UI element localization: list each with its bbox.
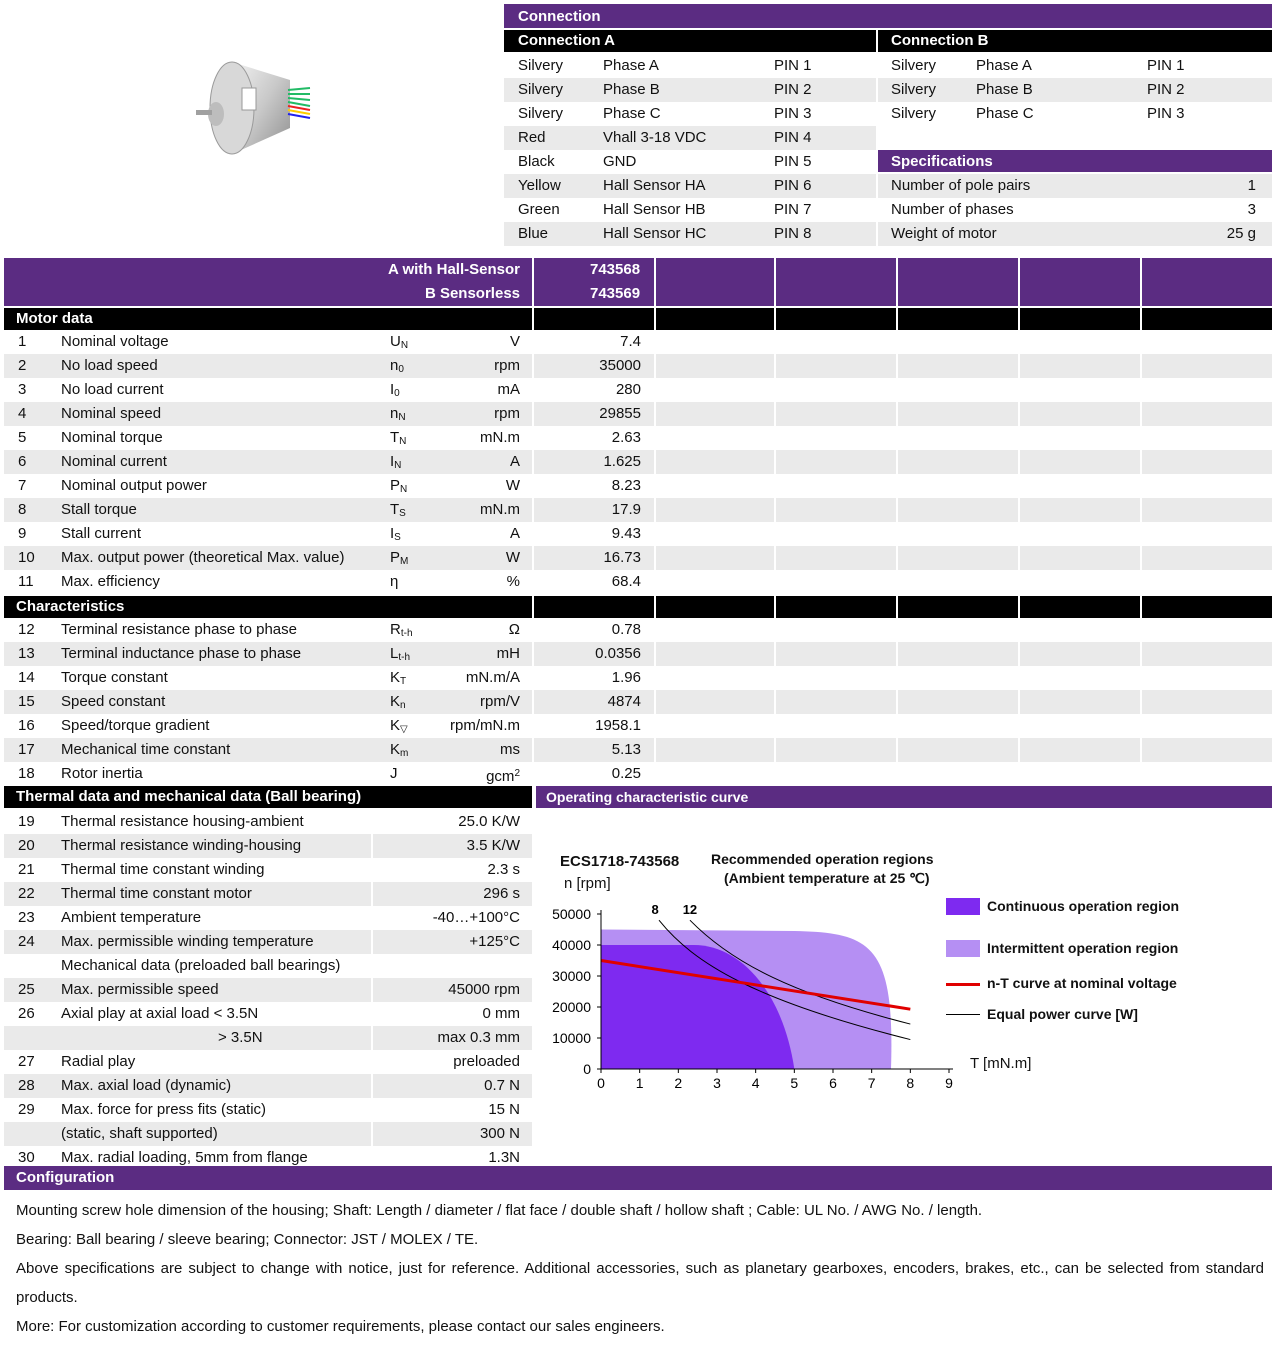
thermal-row (4, 1002, 532, 1026)
thermal-row (4, 834, 532, 858)
param-name: Speed/torque gradient (61, 717, 210, 734)
param-number: 24 (18, 933, 35, 950)
connection-a-row (504, 54, 876, 78)
wire-color: Red (518, 129, 546, 146)
wire-signal: Phase B (976, 81, 1033, 98)
param-symbol: $T_S$ (390, 501, 406, 519)
param-number: 3 (18, 381, 27, 398)
param-unit: mN.m (480, 429, 520, 446)
param-name: Thermal time constant winding (61, 861, 265, 878)
wire-color: Silvery (518, 105, 564, 122)
param-symbol: $K_▽$ (390, 717, 408, 735)
param-name: Mechanical data (preloaded ball bearings) (61, 957, 341, 974)
wire-pin: PIN 3 (1147, 105, 1185, 122)
param-name: Max. output power (theoretical Max. value) (61, 549, 345, 566)
rec-subtitle: (Ambient temperature at 25 ℃) (724, 870, 930, 886)
variant-header (4, 258, 1272, 306)
motor-data-row (4, 378, 1272, 402)
param-value: 296 s (483, 885, 520, 902)
param-name: Radial play (61, 1053, 136, 1070)
thermal-row (4, 930, 532, 954)
param-number: 9 (18, 525, 27, 542)
connection-a-row (504, 102, 876, 126)
x-tick-label: 5 (790, 1075, 799, 1091)
param-symbol: η (390, 573, 399, 590)
param-number: 5 (18, 429, 27, 446)
param-value: 16.73 (603, 549, 641, 566)
param-value: preloaded (453, 1053, 520, 1070)
param-value: 15 N (488, 1101, 520, 1118)
param-symbol: $U_N$ (390, 333, 409, 351)
param-unit: ms (500, 741, 520, 758)
param-unit: Ω (508, 621, 520, 638)
wire-pin: PIN 2 (1147, 81, 1185, 98)
param-number: 15 (18, 693, 35, 710)
param-value: 5.13 (611, 741, 641, 758)
param-symbol: $R_{t-h}$ (390, 621, 413, 639)
wire-signal: Hall Sensor HC (603, 225, 707, 242)
wire-color: Blue (518, 225, 549, 242)
wire-pin: PIN 3 (774, 105, 812, 122)
column-divider (654, 258, 656, 786)
param-unit: mA (497, 381, 520, 398)
wire-pin: PIN 7 (774, 201, 812, 218)
thermal-title: Thermal data and mechanical data (Ball bearing) (4, 786, 532, 808)
curve-title: Operating characteristic curve (536, 786, 1272, 808)
wire-color: Silvery (891, 57, 937, 74)
spec-label: Number of phases (891, 201, 1014, 218)
param-unit: rpm (494, 357, 520, 374)
motor-data-row (4, 354, 1272, 378)
power-label-8: 8 (651, 902, 659, 917)
wire-signal: Phase A (976, 57, 1032, 74)
param-name: Terminal resistance phase to phase (61, 621, 297, 638)
characteristics-row (4, 714, 1272, 738)
x-tick-label: 0 (597, 1075, 605, 1091)
param-value: 7.4 (620, 333, 641, 350)
specifications-title: Specifications (878, 150, 1272, 172)
spec-row (878, 174, 1272, 198)
connection-a-row (504, 150, 876, 174)
wire-color: Yellow (518, 177, 561, 194)
param-value: 0.78 (611, 621, 641, 638)
y-tick-label: 0 (583, 1061, 591, 1077)
y-tick-label: 20000 (552, 999, 591, 1015)
param-value: 300 N (479, 1125, 520, 1142)
wire-signal: Phase A (603, 57, 659, 74)
param-name: Rotor inertia (61, 765, 143, 782)
param-value: 29855 (599, 405, 641, 422)
param-number: 12 (18, 621, 35, 638)
param-symbol: $P_M$ (390, 549, 409, 567)
param-symbol: $T_N$ (390, 429, 407, 447)
config-line-1: Mounting screw hole dimension of the housing; Shaft: Length / diameter / flat face / double shaft / hollow shaft ; Cable: UL No. / AWG No. / length. (16, 1202, 983, 1219)
param-value: 8.23 (611, 477, 641, 494)
wire-color: Silvery (518, 57, 564, 74)
param-name: Thermal resistance housing-ambient (61, 813, 304, 830)
param-value: +125°C (469, 933, 520, 950)
param-number: 1 (18, 333, 27, 350)
x-tick-label: 7 (867, 1075, 876, 1091)
param-name: Torque constant (61, 669, 168, 686)
wire-pin: PIN 1 (774, 57, 812, 74)
thermal-row (4, 1026, 532, 1050)
connection-a-row (504, 222, 876, 246)
param-value: -40…+100°C (432, 909, 520, 926)
param-name: Nominal speed (61, 405, 162, 422)
wire-signal: Phase C (976, 105, 1034, 122)
spec-row (878, 198, 1272, 222)
motor-data-row (4, 474, 1272, 498)
param-value: 0.0356 (595, 645, 641, 662)
param-name: Nominal torque (61, 429, 163, 446)
curve-model: ECS1718-743568 (560, 853, 680, 870)
x-tick-label: 2 (674, 1075, 683, 1091)
connection-b-row (878, 102, 1272, 126)
param-number: 16 (18, 717, 35, 734)
param-number: 29 (18, 1101, 35, 1118)
column-divider (774, 258, 776, 786)
param-unit: % (506, 573, 520, 590)
wire-pin: PIN 4 (774, 129, 812, 146)
param-number: 10 (18, 549, 35, 566)
param-name: Stall torque (61, 501, 137, 518)
thermal-row (4, 906, 532, 930)
param-name: > 3.5N (218, 1029, 263, 1046)
thermal-row (4, 1074, 532, 1098)
param-number: 22 (18, 885, 35, 902)
wire-signal: Phase C (603, 105, 661, 122)
param-name: Axial play at axial load < 3.5N (61, 1005, 259, 1022)
param-value: 9.43 (611, 525, 641, 542)
param-symbol: $n_0$ (390, 357, 404, 375)
param-number: 26 (18, 1005, 35, 1022)
param-value: 0.25 (611, 765, 641, 782)
variant-b-label: B Sensorless (424, 285, 520, 302)
param-value: 2.63 (611, 429, 641, 446)
wire-signal: Hall Sensor HA (603, 177, 706, 194)
column-divider (371, 810, 373, 1170)
param-number: 19 (18, 813, 35, 830)
motor-photo (172, 50, 312, 160)
param-number: 20 (18, 837, 35, 854)
param-number: 2 (18, 357, 27, 374)
wire-signal: Phase B (603, 81, 660, 98)
motor-data-row (4, 546, 1272, 570)
legend-swatch (946, 983, 980, 986)
variant-a-label: A with Hall-Sensor (388, 261, 520, 278)
connection-a-title: Connection A (504, 30, 876, 52)
thermal-row (4, 1122, 532, 1146)
characteristics-row (4, 762, 1272, 786)
connection-title: Connection (504, 4, 1272, 28)
param-symbol: $K_m$ (390, 741, 409, 759)
param-value: 0 mm (482, 1005, 520, 1022)
wire-color: Green (518, 201, 560, 218)
param-name: Max. permissible winding temperature (61, 933, 314, 950)
power-label-12: 12 (682, 902, 698, 917)
legend-swatch (946, 1014, 980, 1015)
config-line-4: More: For customization according to customer requirements, please contact our sales engineers. (16, 1318, 665, 1335)
param-name: Speed constant (61, 693, 166, 710)
wire-color: Black (518, 153, 555, 170)
param-value: 280 (615, 381, 641, 398)
x-tick-label: 8 (906, 1075, 915, 1091)
characteristics-row (4, 738, 1272, 762)
legend-label: n-T curve at nominal voltage (987, 975, 1177, 991)
spec-label: Number of pole pairs (891, 177, 1031, 194)
param-symbol: $P_N$ (390, 477, 408, 495)
legend-label: Equal power curve [W] (987, 1006, 1138, 1022)
wire-signal: GND (603, 153, 637, 170)
thermal-row (4, 810, 532, 834)
param-value: 0.7 N (484, 1077, 520, 1094)
param-symbol: $I_S$ (390, 525, 401, 543)
thermal-row (4, 1050, 532, 1074)
param-unit: rpm/V (479, 693, 520, 710)
variant-b-code: 743569 (590, 285, 641, 302)
spec-row (878, 222, 1272, 246)
motor-data-row (4, 522, 1272, 546)
param-name: Max. force for press fits (static) (61, 1101, 267, 1118)
motor-data-row (4, 330, 1272, 354)
param-unit: rpm (494, 405, 520, 422)
param-value: 68.4 (611, 573, 641, 590)
param-symbol: $I_0$ (390, 381, 400, 399)
param-number: 25 (18, 981, 35, 998)
characteristics-row (4, 666, 1272, 690)
param-name: Max. radial loading, 5mm from flange (61, 1149, 308, 1166)
param-symbol: $L_{t-h}$ (390, 645, 411, 663)
wire-pin: PIN 5 (774, 153, 812, 170)
rec-title: Recommended operation regions (711, 851, 934, 867)
param-name: Thermal resistance winding-housing (61, 837, 302, 854)
configuration-title: Configuration (4, 1166, 1272, 1190)
param-value: 45000 rpm (448, 981, 520, 998)
param-symbol: $K_T$ (390, 669, 407, 687)
motor-data-title: Motor data (4, 308, 1272, 330)
param-unit: mN.m (480, 501, 520, 518)
param-symbol: $I_N$ (390, 453, 402, 471)
legend-label: Continuous operation region (987, 898, 1180, 914)
variant-a-code: 743568 (590, 261, 641, 278)
thermal-row (4, 954, 532, 978)
param-unit: gcm$^2$ (486, 768, 520, 785)
param-name: Mechanical time constant (61, 741, 231, 758)
connection-b-title: Connection B (878, 30, 1272, 52)
param-value: 1.96 (611, 669, 641, 686)
param-name: Nominal current (61, 453, 167, 470)
param-unit: mH (496, 645, 520, 662)
param-number: 13 (18, 645, 35, 662)
motor-data-row (4, 426, 1272, 450)
legend-label: Intermittent operation region (987, 940, 1179, 956)
connection-b-row (878, 78, 1272, 102)
config-line-3: Above specifications are subject to change with notice, just for reference. Additional accessories, such as planetary gearboxes, encoders, brakes, etc., can be selected from standard products. (16, 1260, 1264, 1306)
param-unit: A (509, 453, 520, 470)
wire-pin: PIN 8 (774, 225, 812, 242)
param-name: Nominal output power (61, 477, 207, 494)
column-divider (532, 258, 534, 786)
x-tick-label: 4 (751, 1075, 760, 1091)
param-value: 3.5 K/W (466, 837, 520, 854)
motor-data-row (4, 450, 1272, 474)
param-number: 8 (18, 501, 27, 518)
connection-a-row (504, 174, 876, 198)
legend-swatch (946, 940, 980, 957)
param-value: 1.3N (488, 1149, 520, 1166)
param-name: Terminal inductance phase to phase (61, 645, 302, 662)
x-tick-label: 6 (829, 1075, 837, 1091)
spec-value: 3 (1247, 201, 1256, 218)
param-name: Stall current (61, 525, 142, 542)
operating-curve-chart (540, 890, 960, 1100)
param-number: 14 (18, 669, 35, 686)
characteristics-row (4, 690, 1272, 714)
legend-swatch (946, 898, 980, 915)
connection-b-row (878, 54, 1272, 78)
motor-data-row (4, 498, 1272, 522)
param-number: 27 (18, 1053, 35, 1070)
param-number: 11 (18, 573, 34, 590)
param-number: 7 (18, 477, 27, 494)
param-unit: rpm/mN.m (450, 717, 520, 734)
param-value: 17.9 (611, 501, 641, 518)
wire-color: Silvery (891, 81, 937, 98)
column-divider (1018, 258, 1020, 786)
spec-value: 1 (1247, 177, 1256, 194)
thermal-row (4, 978, 532, 1002)
param-value: 1958.1 (595, 717, 641, 734)
x-tick-label: 1 (635, 1075, 644, 1091)
connection-a-row (504, 78, 876, 102)
param-name: (static, shaft supported) (61, 1125, 218, 1142)
param-value: 4874 (607, 693, 641, 710)
motor-data-row (4, 402, 1272, 426)
param-name: Max. permissible speed (61, 981, 219, 998)
column-divider (896, 258, 898, 786)
param-unit: mN.m/A (465, 669, 520, 686)
y-tick-label: 50000 (552, 906, 591, 922)
param-name: Ambient temperature (61, 909, 202, 926)
param-value: 35000 (599, 357, 641, 374)
characteristics-row (4, 642, 1272, 666)
param-number: 18 (18, 765, 35, 782)
connection-a-row (504, 198, 876, 222)
wire-pin: PIN 6 (774, 177, 812, 194)
param-symbol: J (390, 765, 398, 782)
param-name: No load speed (61, 357, 158, 374)
wire-pin: PIN 1 (1147, 57, 1185, 74)
param-number: 28 (18, 1077, 35, 1094)
param-name: Max. axial load (dynamic) (61, 1077, 232, 1094)
param-symbol: $n_N$ (390, 405, 406, 423)
spec-label: Weight of motor (891, 225, 997, 242)
param-unit: A (509, 525, 520, 542)
param-value: 25.0 K/W (458, 813, 520, 830)
param-number: 6 (18, 453, 27, 470)
param-name: Thermal time constant motor (61, 885, 252, 902)
thermal-row (4, 1098, 532, 1122)
param-unit: V (509, 333, 520, 350)
param-unit: W (505, 477, 520, 494)
wire-pin: PIN 2 (774, 81, 812, 98)
param-number: 17 (18, 741, 35, 758)
characteristics-title: Characteristics (4, 596, 1272, 618)
wire-color: Silvery (518, 81, 564, 98)
config-line-2: Bearing: Ball bearing / sleeve bearing; Connector: JST / MOLEX / TE. (16, 1231, 479, 1248)
curve-ylabel: n [rpm] (564, 875, 611, 892)
param-symbol: $K_n$ (390, 693, 406, 711)
y-tick-label: 40000 (552, 937, 591, 953)
x-tick-label: 9 (945, 1075, 953, 1091)
param-unit: W (505, 549, 520, 566)
param-name: Nominal voltage (61, 333, 169, 350)
curve-xlabel: T [mN.m] (970, 1055, 1032, 1072)
y-tick-label: 10000 (552, 1030, 591, 1046)
spec-value: 25 g (1226, 225, 1256, 242)
wire-signal: Vhall 3-18 VDC (603, 129, 707, 146)
param-number: 23 (18, 909, 35, 926)
param-value: 2.3 s (487, 861, 520, 878)
characteristics-row (4, 618, 1272, 642)
column-divider (1140, 258, 1142, 786)
y-tick-label: 30000 (552, 968, 591, 984)
thermal-row (4, 882, 532, 906)
param-name: No load current (61, 381, 164, 398)
connection-a-row (504, 126, 876, 150)
param-value: 1.625 (603, 453, 641, 470)
motor-data-row (4, 570, 1272, 594)
param-name: Max. efficiency (61, 573, 160, 590)
wire-color: Silvery (891, 105, 937, 122)
param-number: 30 (18, 1149, 35, 1166)
param-value: max 0.3 mm (437, 1029, 520, 1046)
wire-signal: Hall Sensor HB (603, 201, 706, 218)
thermal-row (4, 858, 532, 882)
param-number: 21 (18, 861, 35, 878)
param-number: 4 (18, 405, 27, 422)
x-tick-label: 3 (713, 1075, 721, 1091)
